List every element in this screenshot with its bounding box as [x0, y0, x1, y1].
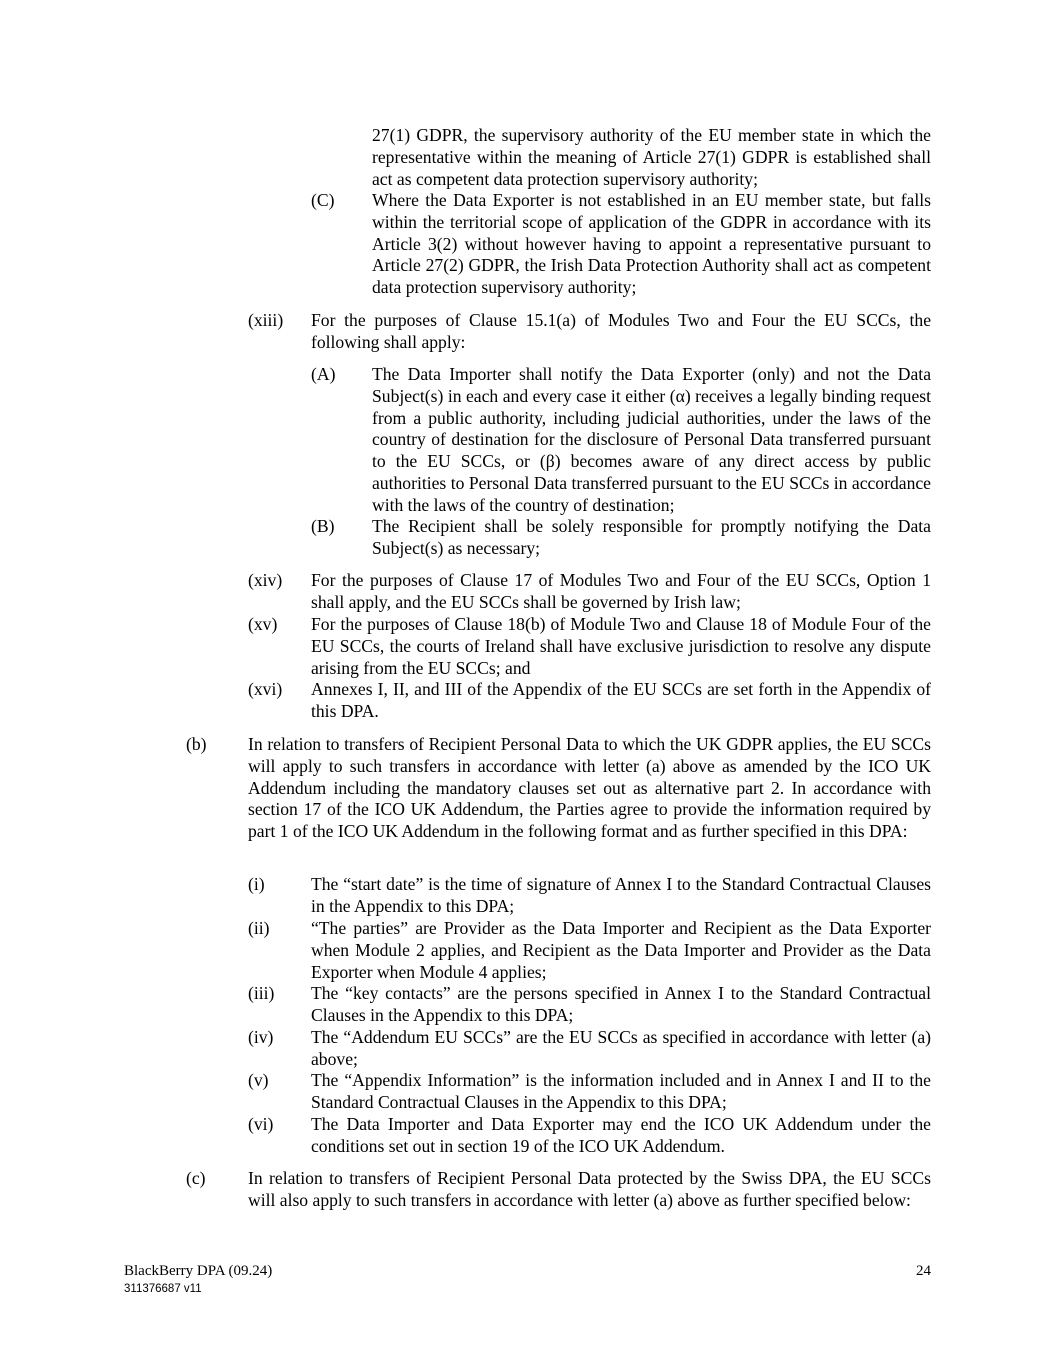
- continuation-paragraph: 27(1) GDPR, the supervisory authority of the EU member state in which the representative within the meaning of Article 27(1) GDPR is established shall act as competent data protection supervisory authority;: [372, 125, 931, 189]
- item-xvi-text: Annexes I, II, and III of the Appendix of the EU SCCs are set forth in the Appendix of this DPA.: [311, 679, 931, 721]
- item-b-ii-label: (ii): [248, 918, 270, 938]
- item-xiv-text: For the purposes of Clause 17 of Modules Two and Four of the EU SCCs, Option 1 shall apply, and the EU SCCs shall be governed by Irish law;: [311, 570, 931, 612]
- sub-item-a-label: (A): [311, 364, 336, 384]
- item-b-ii-text: “The parties” are Provider as the Data Importer and Recipient as the Data Exporter when Module 2 applies, and Recipient as the Data Importer and Provider as the Data Exporter when Module 4 applies;: [311, 918, 931, 982]
- item-xiii-label: (xiii): [248, 310, 284, 330]
- item-b-iv-text: The “Addendum EU SCCs” are the EU SCCs as specified in accordance with letter (a) above;: [311, 1027, 931, 1069]
- item-b-iii-label: (iii): [248, 983, 275, 1003]
- item-c-text: In relation to transfers of Recipient Personal Data protected by the Swiss DPA, the EU SCCs will also apply to such transfers in accordance with letter (a) above as further specified below:: [248, 1168, 931, 1210]
- item-b-text: In relation to transfers of Recipient Personal Data to which the UK GDPR applies, the EU SCCs will apply to such transfers in accordance with letter (a) above as amended by the ICO UK Addendum including the mandatory clauses set out as alternative part 2. In accordance with section 17 of the ICO UK Addendum, the Parties agree to provide the information required by part 1 of the ICO UK Addendum in the following format and as further specified in this DPA:: [248, 734, 931, 842]
- sub-item-c-label: (C): [311, 190, 335, 210]
- item-b-label: (b): [186, 734, 207, 754]
- item-b-vi-label: (vi): [248, 1114, 274, 1134]
- item-b-i-text: The “start date” is the time of signature of Annex I to the Standard Contractual Clauses in the Appendix to this DPA;: [311, 874, 931, 916]
- item-c-label: (c): [186, 1168, 206, 1188]
- item-b-v-label: (v): [248, 1070, 269, 1090]
- item-xiii-text: For the purposes of Clause 15.1(a) of Modules Two and Four the EU SCCs, the following shall apply:: [311, 310, 931, 352]
- page-number: 24: [916, 1263, 931, 1279]
- item-b-iv-label: (iv): [248, 1027, 274, 1047]
- item-xv-label: (xv): [248, 614, 278, 634]
- footer-doc-id: 311376687 v11: [124, 1283, 202, 1295]
- item-b-v-text: The “Appendix Information” is the information included and in Annex I and II to the Standard Contractual Clauses in the Appendix to this DPA;: [311, 1070, 931, 1112]
- sub-item-a-text: The Data Importer shall notify the Data Exporter (only) and not the Data Subject(s) in each and every case it either (α) receives a legally binding request from a public authority, including judicial authorities, under the laws of the country of destination for the disclosure of Personal Data transferred pursuant to the EU SCCs, or (β) becomes aware of any direct access by public authorities to Personal Data transferred pursuant to the EU SCCs in accordance with the laws of the country of destination;: [372, 364, 931, 515]
- item-b-iii-text: The “key contacts” are the persons specified in Annex I to the Standard Contractual Clauses in the Appendix to this DPA;: [311, 983, 931, 1025]
- sub-item-b-label: (B): [311, 516, 335, 536]
- item-xvi-label: (xvi): [248, 679, 283, 699]
- sub-item-c-text: Where the Data Exporter is not established in an EU member state, but falls within the territorial scope of application of the GDPR in accordance with its Article 3(2) without however having to appoint a representative pursuant to Article 27(2) GDPR, the Irish Data Protection Authority shall act as competent data protection supervisory authority;: [372, 190, 931, 298]
- item-xiv-label: (xiv): [248, 570, 283, 590]
- item-b-vi-text: The Data Importer and Data Exporter may end the ICO UK Addendum under the conditions set out in section 19 of the ICO UK Addendum.: [311, 1114, 931, 1156]
- item-b-i-label: (i): [248, 874, 265, 894]
- item-xv-text: For the purposes of Clause 18(b) of Module Two and Clause 18 of Module Four of the EU SCCs, the courts of Ireland shall have exclusive jurisdiction to resolve any dispute arising from the EU SCCs; and: [311, 614, 931, 678]
- footer-title: BlackBerry DPA (09.24): [124, 1263, 273, 1279]
- sub-item-b-text: The Recipient shall be solely responsible for promptly notifying the Data Subject(s) as necessary;: [372, 516, 931, 558]
